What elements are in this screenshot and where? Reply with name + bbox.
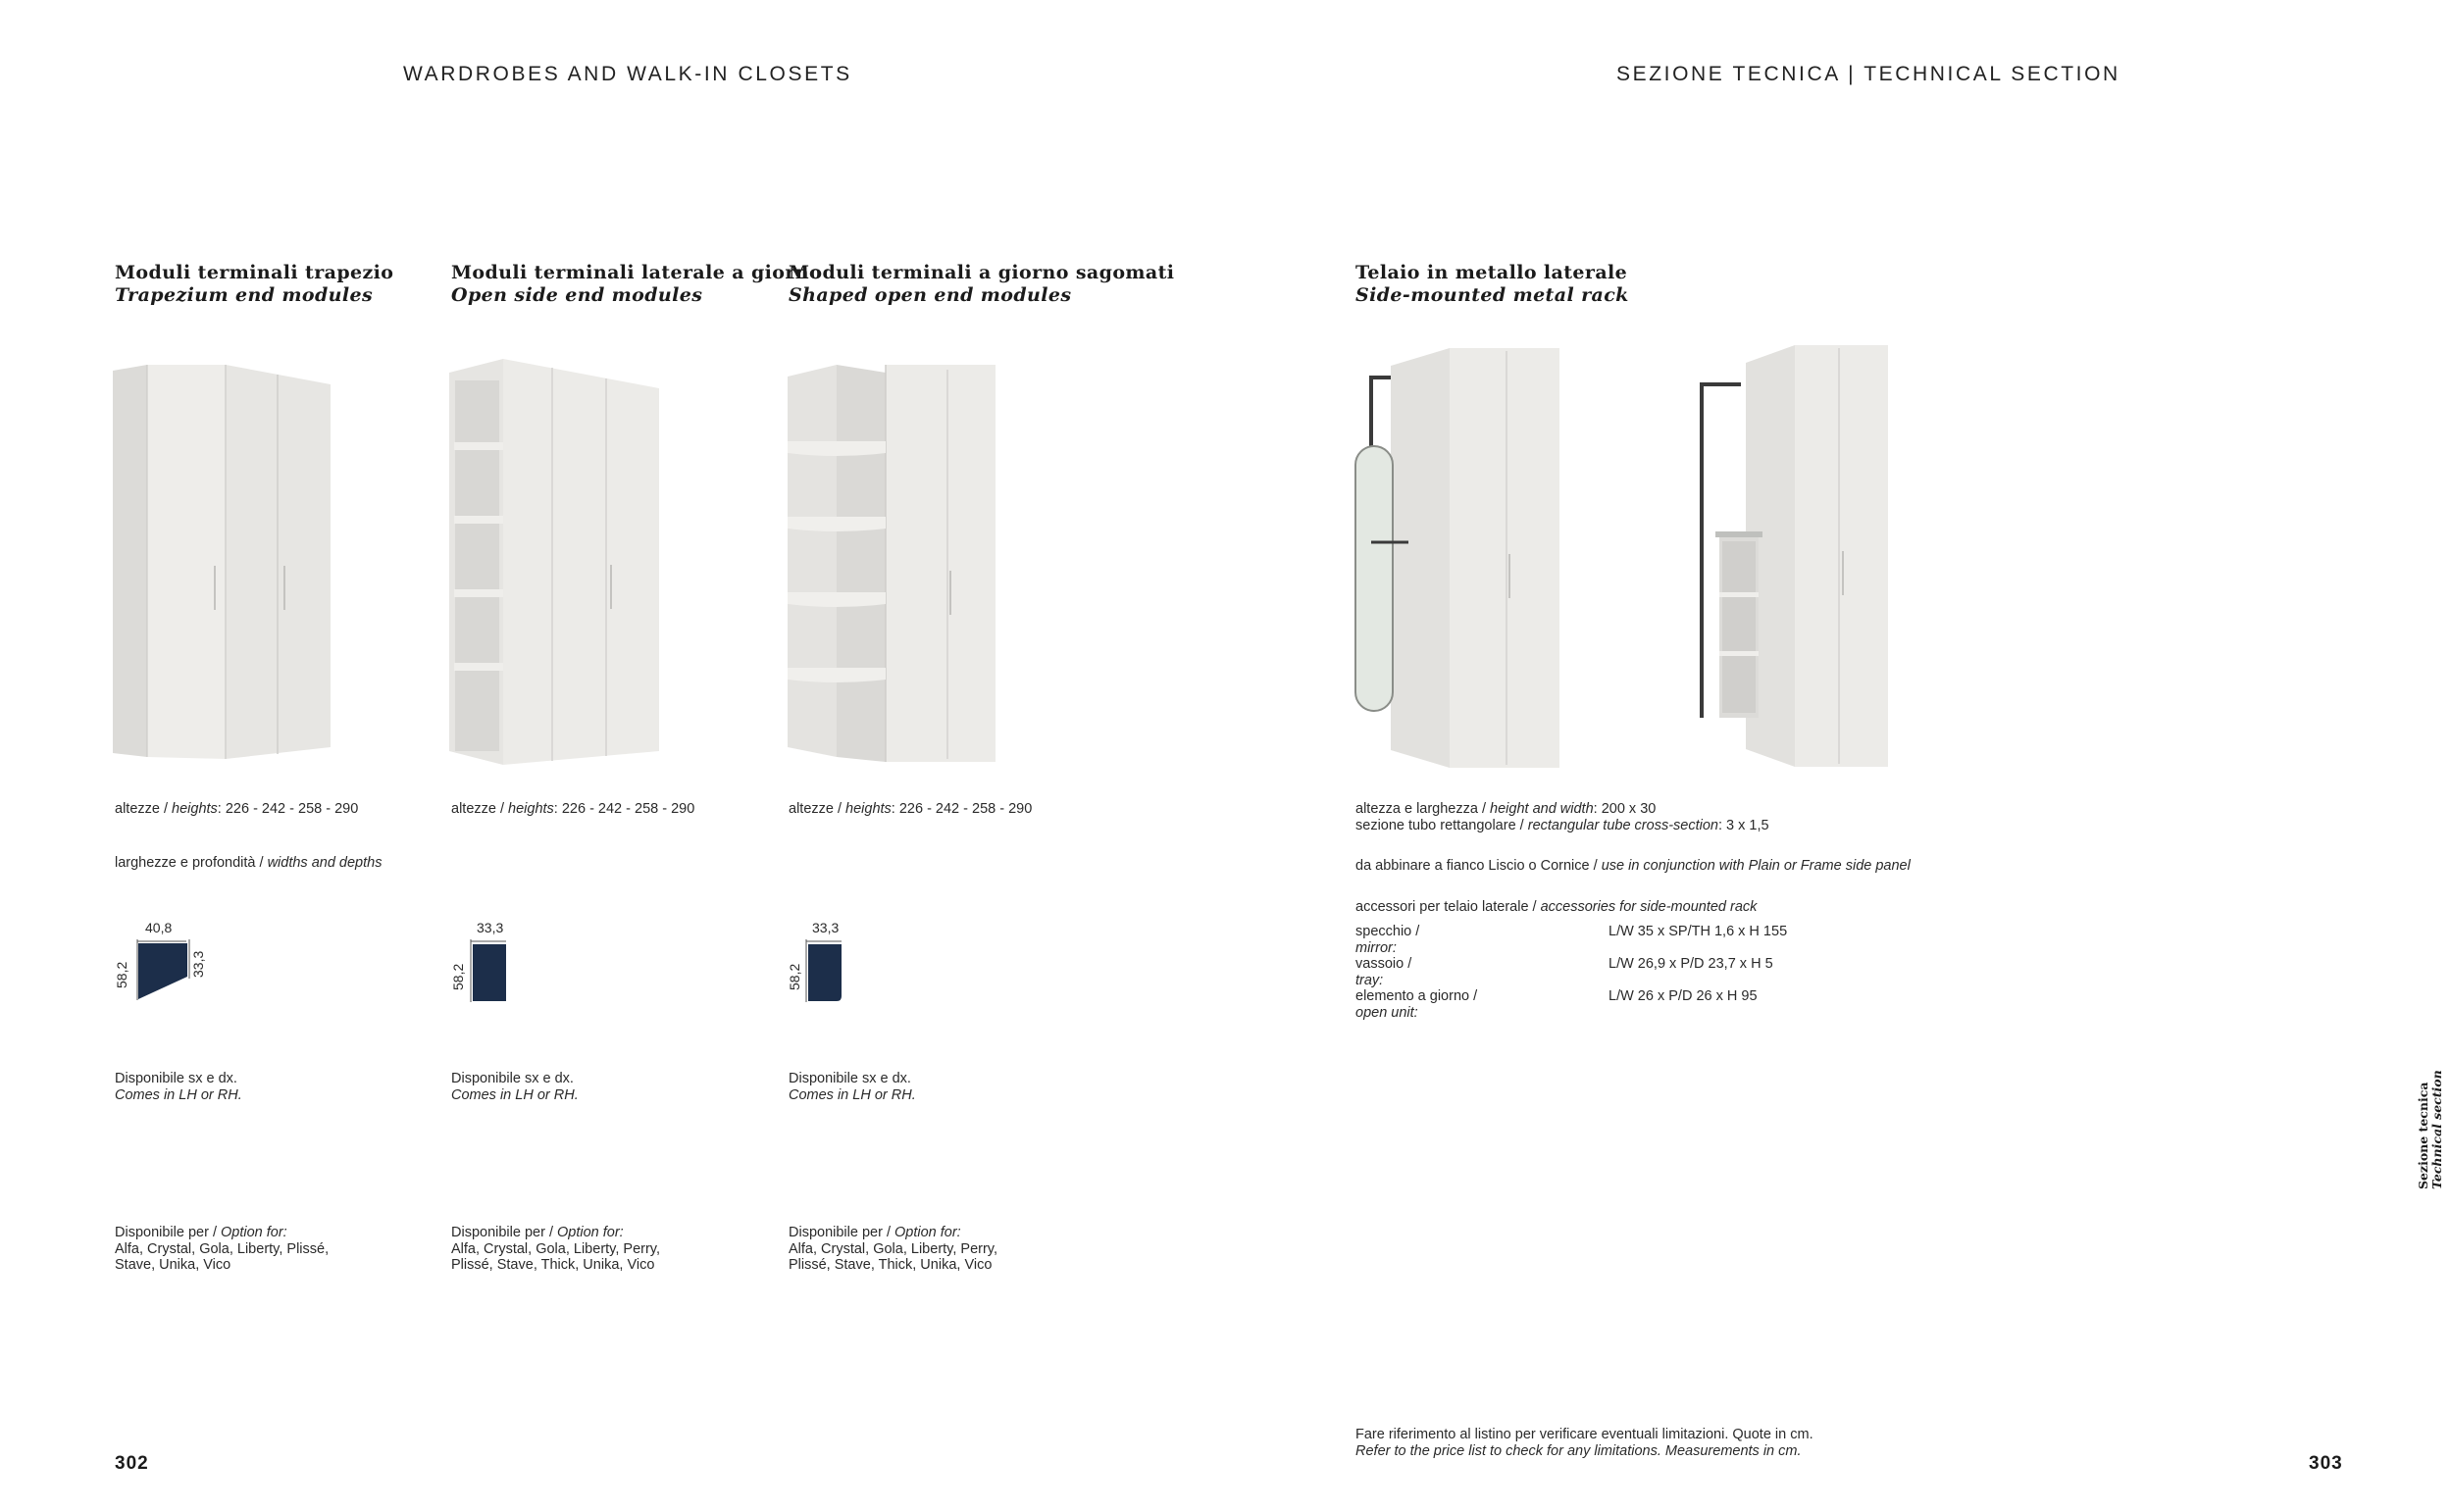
col1-heights (115, 801, 358, 818)
accessory-label-it: vassoio / (1355, 956, 1412, 972)
col4-line2-it: sezione tubo rettangolare / (1355, 817, 1528, 833)
col1-widths (115, 855, 382, 872)
shaped-open-wardrobe-image (788, 365, 1003, 763)
col2-heights-value: : 226 - 242 - 258 - 290 (553, 801, 695, 817)
col4-line3 (1355, 858, 1911, 875)
accessory-label (1355, 956, 1608, 988)
accessory-label-it: elemento a giorno / (1355, 988, 1478, 1004)
col3-title (789, 262, 1174, 307)
col2-avail-en: Comes in LH or RH. (451, 1086, 579, 1103)
col2-title-it: Moduli terminali laterale a giorno (451, 262, 823, 283)
col3-option-list-1: Alfa, Crystal, Gola, Liberty, Perry, (789, 1240, 997, 1257)
col1-title-en: Trapezium end modules (115, 284, 374, 306)
col2-options (451, 1225, 660, 1274)
col3-option-list-2: Plissé, Stave, Thick, Unika, Vico (789, 1257, 993, 1273)
col4-line1-it: altezza e larghezza / (1355, 801, 1491, 817)
footer-note (1355, 1427, 1813, 1459)
col2-heights-label-it: altezze / (451, 801, 509, 817)
col3-avail-en: Comes in LH or RH. (789, 1086, 916, 1103)
col1-availability (115, 1071, 242, 1103)
col2-option-list-1: Alfa, Crystal, Gola, Liberty, Perry, (451, 1240, 660, 1257)
col4-line1 (1355, 801, 1769, 818)
col1-widths-label-it: larghezze e profondità / (115, 855, 268, 871)
accessory-label-en: tray: (1355, 972, 1384, 988)
col1-dim-right: 33,3 (190, 950, 206, 978)
col4-line1-en: height and width (1490, 801, 1594, 817)
col4-acc-it: accessori per telaio laterale / (1355, 899, 1541, 915)
col4-accessories-heading (1355, 899, 1757, 916)
accessory-value: L/W 26,9 x P/D 23,7 x H 5 (1608, 956, 1773, 972)
col3-avail-it: Disponibile sx e dx. (789, 1071, 911, 1086)
col2-dim-left: 58,2 (450, 963, 466, 990)
page-header-right: SEZIONE TECNICA | TECHNICAL SECTION (1616, 63, 2120, 85)
col3-heights-label-it: altezze / (789, 801, 846, 817)
accessory-value: L/W 35 x SP/TH 1,6 x H 155 (1608, 924, 1788, 939)
footer-note-it: Fare riferimento al listino per verificare eventuali limitazioni. Quote in cm. (1355, 1427, 1813, 1442)
col2-title-en: Open side end modules (451, 284, 703, 306)
col1-dim-left: 58,2 (114, 961, 129, 988)
accessory-value: L/W 26 x P/D 26 x H 95 (1608, 988, 1758, 1004)
col1-option-list-2: Stave, Unika, Vico (115, 1257, 231, 1273)
col4-line3-it: da abbinare a fianco Liscio o Cornice / (1355, 858, 1602, 874)
side-tab-en: Technical section (2429, 1070, 2444, 1189)
col1-plan-diagram (133, 939, 194, 1002)
page-number-right: 303 (2309, 1453, 2343, 1474)
col3-option-label-it: Disponibile per / (789, 1225, 894, 1240)
accessory-label-it: specchio / (1355, 924, 1420, 939)
col1-heights-label-en: heights (172, 801, 218, 817)
metal-rack-open-unit-image (1692, 345, 1893, 769)
accessory-label-en: open unit: (1355, 1004, 1418, 1021)
col4-acc-en: accessories for side-mounted rack (1540, 899, 1758, 915)
col1-options (115, 1225, 329, 1274)
col2-heights (451, 801, 694, 818)
col2-plan-diagram (467, 939, 510, 1004)
col1-title (115, 262, 393, 307)
col4-title-en: Side-mounted metal rack (1355, 284, 1629, 306)
col4-title (1355, 262, 1629, 307)
col4-accessories-list (1355, 924, 1787, 1021)
page-header-left: WARDROBES AND WALK-IN CLOSETS (403, 63, 852, 85)
col3-availability (789, 1071, 916, 1103)
col3-dim-left: 58,2 (787, 963, 802, 990)
col2-option-label-en: Option for: (557, 1225, 624, 1240)
col3-heights-value: : 226 - 242 - 258 - 290 (891, 801, 1033, 817)
accessory-row (1355, 924, 1787, 956)
col4-line3-en: use in conjunction with Plain or Frame side panel (1601, 858, 1911, 874)
col3-options (789, 1225, 997, 1274)
col3-heights-label-en: heights (845, 801, 892, 817)
col3-plan-shape (808, 944, 842, 1001)
accessory-label-en: mirror: (1355, 939, 1397, 956)
col1-widths-label-en: widths and depths (267, 855, 383, 871)
trapezium-wardrobe-image (113, 365, 333, 765)
col2-availability (451, 1071, 579, 1103)
col1-option-list-1: Alfa, Crystal, Gola, Liberty, Plissé, (115, 1240, 330, 1257)
col2-avail-it: Disponibile sx e dx. (451, 1071, 574, 1086)
side-tab-it: Sezione tecnica (2416, 1082, 2430, 1189)
col3-option-label-en: Option for: (894, 1225, 961, 1240)
col2-dim-top: 33,3 (477, 920, 504, 935)
accessory-label (1355, 988, 1608, 1021)
accessory-row (1355, 988, 1787, 1021)
col1-avail-en: Comes in LH or RH. (115, 1086, 242, 1103)
col4-line2 (1355, 818, 1769, 834)
col3-heights (789, 801, 1032, 818)
accessory-label (1355, 924, 1608, 956)
open-side-wardrobe-image (449, 359, 665, 767)
col3-plan-diagram (802, 939, 845, 1004)
col1-option-label-it: Disponibile per / (115, 1225, 221, 1240)
col4-line1-value: : 200 x 30 (1593, 801, 1657, 817)
col2-option-label-it: Disponibile per / (451, 1225, 557, 1240)
col1-heights-value: : 226 - 242 - 258 - 290 (217, 801, 359, 817)
col1-plan-shape (138, 943, 187, 999)
col2-plan-shape (473, 944, 506, 1001)
col1-option-label-en: Option for: (221, 1225, 287, 1240)
col3-dim-top: 33,3 (812, 920, 840, 935)
side-tab[interactable] (2417, 1070, 2444, 1189)
col4-title-it: Telaio in metallo laterale (1355, 262, 1628, 283)
col4-line2-value: : 3 x 1,5 (1717, 817, 1769, 833)
col1-dim-top: 40,8 (145, 920, 173, 935)
col2-option-list-2: Plissé, Stave, Thick, Unika, Vico (451, 1257, 655, 1273)
col2-title (451, 262, 822, 307)
metal-rack-mirror-image (1352, 348, 1572, 770)
col3-title-en: Shaped open end modules (789, 284, 1072, 306)
col1-title-it: Moduli terminali trapezio (115, 262, 394, 283)
footer-note-en: Refer to the price list to check for any limitations. Measurements in cm. (1355, 1442, 1802, 1459)
accessory-row (1355, 956, 1787, 988)
col1-heights-label-it: altezze / (115, 801, 173, 817)
col2-heights-label-en: heights (508, 801, 554, 817)
col4-specs (1355, 801, 1769, 833)
col1-avail-it: Disponibile sx e dx. (115, 1071, 237, 1086)
col4-line2-en: rectangular tube cross-section (1527, 817, 1718, 833)
col3-title-it: Moduli terminali a giorno sagomati (789, 262, 1175, 283)
page-number-left: 302 (115, 1453, 149, 1474)
